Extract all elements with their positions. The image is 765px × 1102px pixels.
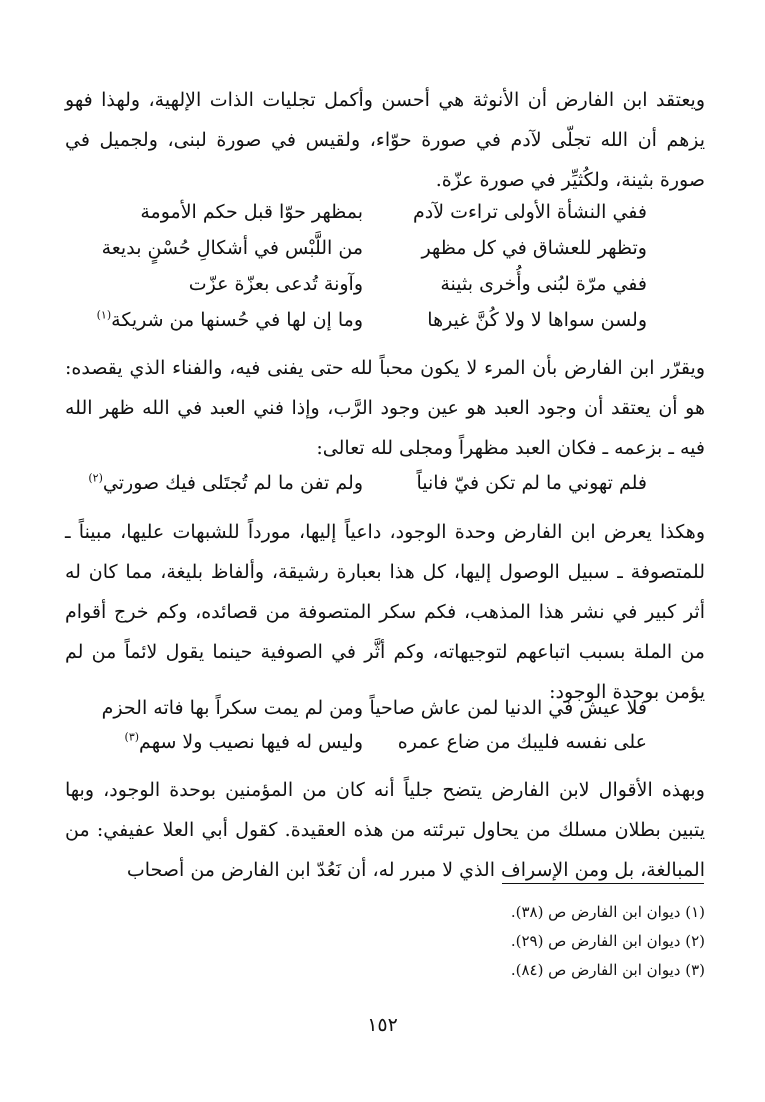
hemistich-first: ففي النشأة الأولى تراءت لآدم	[412, 201, 647, 223]
poem1-verse-1	[0, 192, 765, 232]
hemistich-first: ولسن سواها لا ولا كُنَّ غيرها	[427, 309, 647, 331]
paragraph-3: وهكذا يعرض ابن الفارض وحدة الوجود، داعياً إليها، مورداً للشبهات عليها، مبيناً ـ للمتصوفة ـ سبيل الوصول إليها، كل هذا بعبارة رشيقة، وألفاظ بليغة، مما كان له أثر كبير في نشر هذا المذهب، فكم سكر المتصوفة من قصائده، وكم خرج أقوام من الملة بسبب اتباعهم لتوجيهاته، وكم أثَّر في الصوفية حينما يقول لائماً من لم يؤمن بوحدة الوجود:	[65, 521, 705, 703]
hemistich-first: فلا عيش في الدنيا لمن عاش صاحياً	[369, 697, 647, 719]
footnote-3: (٣) ديوان ابن الفارض ص (٨٤).	[510, 961, 705, 979]
paragraph-4: وبهذه الأقوال لابن الفارض يتضح جلياً أنه كان من المؤمنين بوحدة الوجود، وبها يتبين بطلان مسلك من يحاول تبرئته من هذه العقيدة. كقول أبي العلا عفيفي: من المبالغة، بل ومن الإسراف الذي لا مبرر له، أن نَعُدّ ابن الفارض من أصحاب	[65, 779, 705, 881]
hemistich-first: على نفسه فليبك من ضاع عمره	[397, 731, 647, 753]
hemistich-first: وتظهر للعشاق في كل مظهر	[421, 237, 647, 259]
hemistich-first: ففي مرّة لبُنى وأُخرى بثينة	[440, 273, 647, 295]
footnote-divider	[502, 883, 704, 884]
footnote-ref: (٣)	[124, 730, 140, 744]
hemistich-first: فلم تهوني ما لم تكن فيّ فانياً	[416, 472, 647, 494]
paragraph-2: ويقرّر ابن الفارض بأن المرء لا يكون محباً لله حتى يفنى فيه، والفناء الذي يقصده: هو أن يعتقد أن وجود العبد هو عين وجود الرَّب، وإذا فني العبد في الله ظهر الله فيه ـ بزعمه ـ فكان العبد مظهراً ومجلى لله تعالى:	[65, 357, 705, 459]
poem1-verse-3	[0, 264, 765, 304]
hemistich-second: بمظهر حوّا قبل حكم الأمومة	[140, 201, 363, 223]
verse-text: وما إن لها في حُسنها من شريكة	[111, 309, 363, 331]
hemistich-second	[97, 300, 363, 340]
footnote-1: (١) ديوان ابن الفارض ص (٣٨).	[510, 903, 705, 921]
poem1-verse-2	[0, 228, 765, 268]
hemistich-second: من اللَّبْس في أشكالِ حُسْنٍ بديعة	[101, 237, 363, 259]
footnote-2: (٢) ديوان ابن الفارض ص (٢٩).	[510, 932, 705, 950]
hemistich-second: وآونة تُدعى بعزّة عزّت	[188, 273, 363, 295]
hemistich-second	[88, 463, 363, 503]
verse-text: ولم تفن ما لم تُجتَلى فيك صورتي	[102, 472, 363, 494]
paragraph-1: ويعتقد ابن الفارض أن الأنوثة هي أحسن وأكمل تجليات الذات الإلهية، ولهذا فهو يزهم أن الله تجلّى لآدم في صورة حوّاء، ولقيس في صورة لبنى، ولجميل في صورة بثينة، ولكُثيِّر في صورة عزّة.	[65, 89, 705, 191]
hemistich-second: ومن لم يمت سكراً بها فاته الحزم	[101, 697, 363, 719]
page-number: ١٥٢	[367, 1014, 398, 1036]
poem1-verse-4	[0, 300, 765, 340]
footnote-ref: (١)	[96, 308, 112, 322]
verse-text: وليس له فيها نصيب ولا سهم	[139, 731, 363, 753]
poem2-verse-1	[0, 463, 765, 503]
hemistich-second	[125, 722, 363, 762]
footnote-ref: (٢)	[88, 471, 103, 485]
poem3-verse-2	[0, 722, 765, 762]
